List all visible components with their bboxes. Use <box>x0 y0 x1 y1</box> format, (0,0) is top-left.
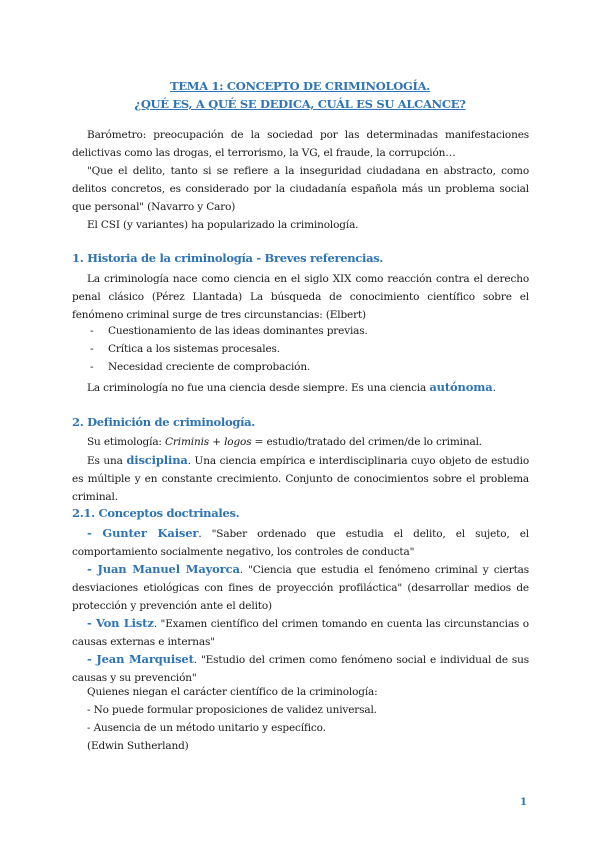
intro-paragraph-3: El CSI (y variantes) ha popularizado la criminología. <box>87 219 359 231</box>
author-name: Gunter Kaiser <box>102 526 199 540</box>
deny-source: (Edwin Sutherland) <box>87 740 189 752</box>
intro-quote: "Que el delito, tanto si se refiere a la inseguridad ciudadana en abstracto, como delitos concretos, es considerado por la ciudadanía española más un problema social que personal" (Navarro y Caro) <box>72 165 529 213</box>
concept-listz: - Von Listz. "Examen científico del crimen tomando en cuenta las circunstancias o causas externas e internas" <box>72 616 529 648</box>
author-name: Von Listz <box>95 616 154 630</box>
author-name: Jean Marquiset <box>96 652 194 666</box>
section-2-heading: 2. Definición de criminología. <box>72 415 256 429</box>
deny-item-2: - Ausencia de un método unitario y específico. <box>87 722 326 734</box>
section-1-closing: La criminología no fue una ciencia desde siempre. Es una ciencia autónoma. <box>87 380 496 394</box>
highlight-autonoma: autónoma <box>429 380 493 394</box>
deny-intro: Quienes niegan el carácter científico de la criminología: <box>87 686 378 698</box>
section-2-paragraph: Es una disciplina. Una ciencia empírica e interdisciplinaria cuyo objeto de estudio es múltiple y en constante crecimiento. Conjunto de conocimientos sobre el problema criminal. <box>72 453 529 503</box>
section-1-heading: 1. Historia de la criminología - Breves referencias. <box>72 251 384 265</box>
concept-marquiset: - Jean Marquiset. "Estudio del crimen como fenómeno social e individual de sus causas y su prevención" <box>72 652 529 684</box>
author-name: Juan Manuel Mayorca <box>97 562 240 576</box>
intro-paragraph-1: Barómetro: preocupación de la sociedad por las determinadas manifestaciones delictivas como las drogas, el terrorismo, la VG, el fraude, la corrupción… <box>72 129 529 159</box>
bullet-item: Necesidad creciente de comprobación. <box>108 361 311 373</box>
bullet-marker: - <box>90 325 94 337</box>
section-1-paragraph: La criminología nace como ciencia en el siglo XIX como reacción contra el derecho penal clásico (Pérez Llantada) La búsqueda de conocimiento científico sobre el fenómeno criminal surge de tres circunstancias: (Elbert) <box>72 273 529 321</box>
section-2-1-heading: 2.1. Conceptos doctrinales. <box>72 506 240 520</box>
bullet-item: Cuestionamiento de las ideas dominantes previas. <box>108 325 368 337</box>
highlight-disciplina: disciplina <box>126 453 188 467</box>
title-line-1: TEMA 1: CONCEPTO DE CRIMINOLOGÍA. <box>170 79 430 93</box>
etymology-line: Su etimología: Criminis + logos = estudio/tratado del crimen/de lo criminal. <box>87 436 482 448</box>
concept-mayorca: - Juan Manuel Mayorca. "Ciencia que estudia el fenómeno criminal y ciertas desviaciones etiológicas con fines de proyección profiláctica" (desarrollar medios de protección y prevención ante el delito) <box>72 562 529 612</box>
concept-kaiser: - Gunter Kaiser. "Saber ordenado que estudia el delito, el sujeto, el comportamiento socialmente negativo, los controles de conducta" <box>72 526 529 558</box>
page-number: 1 <box>520 797 527 808</box>
deny-item-1: - No puede formular proposiciones de validez universal. <box>87 704 377 716</box>
bullet-marker: - <box>90 343 94 355</box>
bullet-marker: - <box>90 361 94 373</box>
bullet-item: Crítica a los sistemas procesales. <box>108 343 280 355</box>
title-line-2: ¿QUÉ ES, A QUÉ SE DEDICA, CUÁL ES SU ALCANCE? <box>134 97 466 111</box>
